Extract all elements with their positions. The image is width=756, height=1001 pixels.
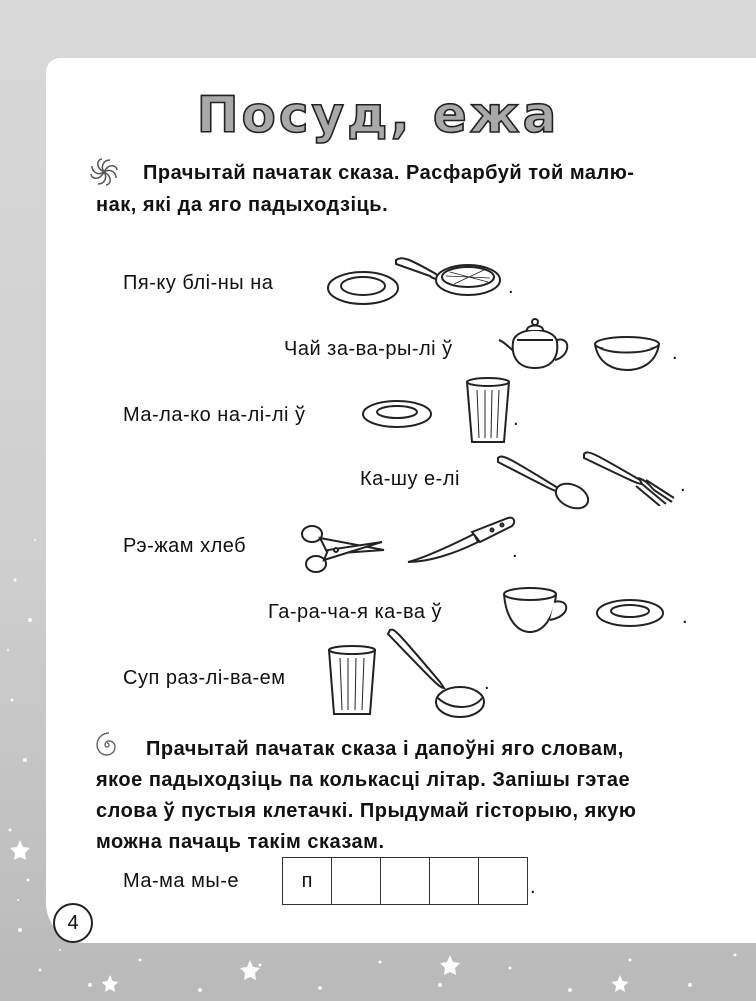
sentence-dot: .: [513, 408, 519, 430]
letter-cell[interactable]: [380, 858, 429, 904]
bowl-icon[interactable]: [592, 334, 662, 372]
sentence-dot: .: [682, 606, 688, 628]
sentence-text: Пя-ку блі-ны на: [123, 272, 274, 294]
task1-line2: нак, які да яго падыходзіць.: [96, 194, 389, 216]
letter-cell-filled: п: [301, 869, 313, 892]
teapot-icon[interactable]: [497, 316, 575, 372]
letter-cell[interactable]: [478, 858, 527, 904]
task1-line1: Прачытай пачатак сказа. Расфарбуй той малю-: [143, 162, 635, 184]
knife-icon[interactable]: [404, 514, 516, 566]
scissors-icon[interactable]: [298, 520, 386, 576]
sentence-dot: .: [508, 276, 514, 298]
sentence-dot: .: [672, 342, 678, 364]
letter-cells: [282, 857, 528, 905]
task2-line4: можна пачаць такім сказам.: [96, 831, 385, 853]
sentence-dot: .: [484, 672, 490, 694]
plate-icon[interactable]: [325, 268, 401, 308]
sentence-dot: .: [512, 540, 518, 562]
swirl-icon: [86, 154, 122, 195]
fill-sentence-text: Ма-ма мы-е: [123, 870, 240, 892]
sentence-text: Ма-ла-ко на-лі-лі ў: [123, 404, 306, 426]
page-title: Посуд, ежа: [196, 86, 560, 144]
cup-icon[interactable]: [500, 586, 572, 636]
sentence-text: Суп раз-лі-ва-ем: [123, 667, 286, 689]
fill-sentence-dot: .: [530, 876, 536, 898]
task2-line2: якое падыходзіць па колькасці літар. Запішы гэтае: [96, 769, 631, 791]
spiral-icon: [92, 730, 122, 765]
sentence-dot: .: [680, 474, 686, 496]
letter-cell[interactable]: [429, 858, 478, 904]
glass-icon[interactable]: [464, 376, 512, 446]
sentence-text: Чай за-ва-ры-лі ў: [284, 338, 453, 360]
ladle-icon[interactable]: [384, 626, 488, 722]
saucer-icon[interactable]: [360, 398, 434, 432]
saucer-icon[interactable]: [594, 596, 666, 630]
task2-line3: слова ў пустыя клетачкі. Прыдумай гісторыю, якую: [96, 800, 637, 822]
task2-line1: Прачытай пачатак сказа і дапоўні яго словам,: [146, 738, 624, 760]
fork-icon[interactable]: [580, 448, 680, 506]
sentence-text: Рэ-жам хлеб: [123, 535, 247, 557]
letter-cell[interactable]: [331, 858, 380, 904]
sentence-text: Га-ра-ча-я ка-ва ў: [268, 601, 443, 623]
spoon-icon[interactable]: [494, 452, 594, 510]
glass-icon[interactable]: [326, 644, 378, 718]
frying-pan-icon[interactable]: [392, 252, 504, 302]
sentence-text: Ка-шу е-лі: [360, 468, 460, 490]
page-number: 4: [53, 903, 93, 943]
